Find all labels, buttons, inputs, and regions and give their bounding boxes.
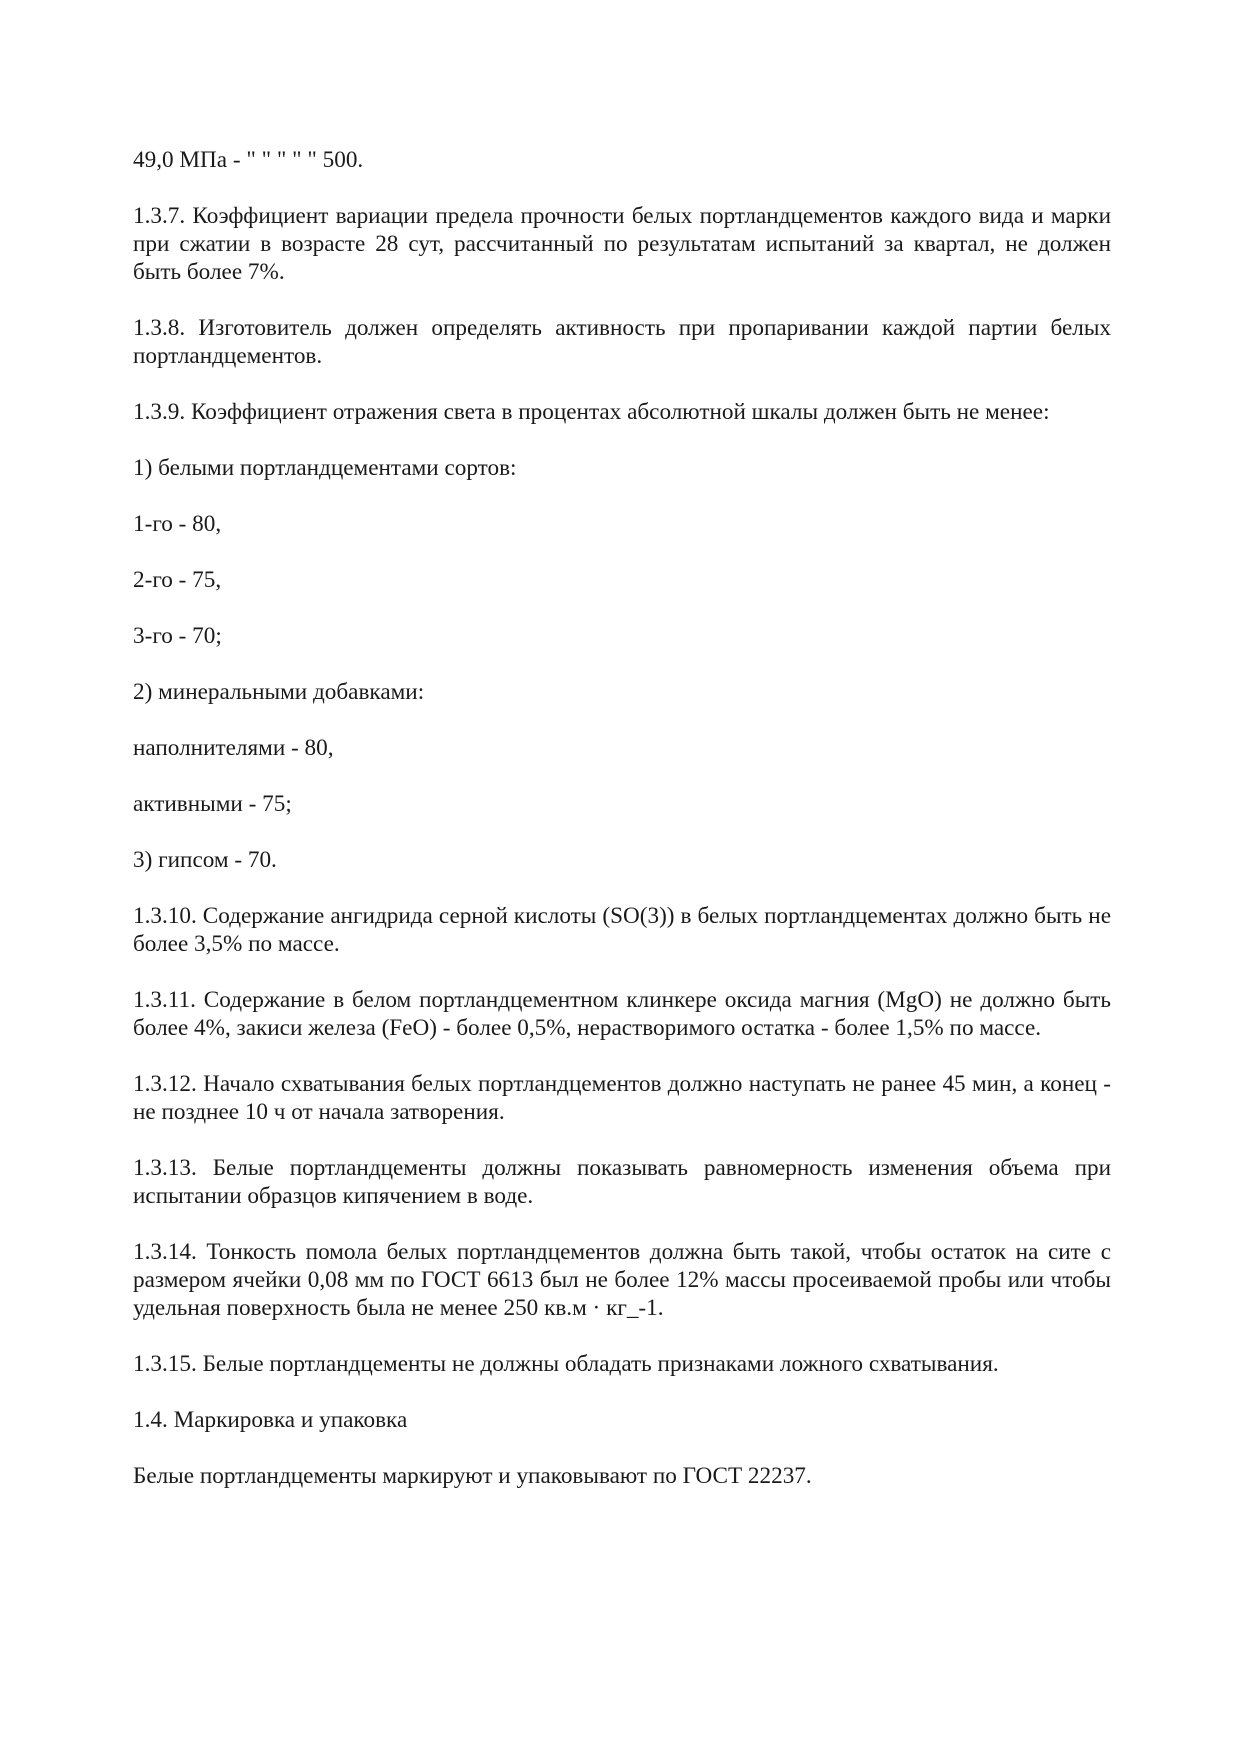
paragraph-1-3-15: 1.3.15. Белые портландцементы не должны обладать признаками ложного схватывания. [133,1351,999,1377]
paragraph-1-3-9: 1.3.9. Коэффициент отражения света в процентах абсолютной шкалы должен быть не менее: [133,399,1050,425]
paragraph-strength-49: 49,0 МПа - " " " " " 500. [133,147,364,173]
paragraph-1-3-12: 1.3.12. Начало схватывания белых портландцементов должно наступать не ранее 45 мин, а конец - не позднее 10 ч от начала затворения. [133,1071,1111,1125]
list-item-fillers: наполнителями - 80, [133,735,334,761]
list-item-mineral-additives: 2) минеральными добавками: [133,679,425,705]
paragraph-1-3-10: 1.3.10. Содержание ангидрида серной кислоты (SO(3)) в белых портландцементах должно быть не более 3,5% по массе. [133,903,1111,957]
section-heading-1-4: 1.4. Маркировка и упаковка [133,1407,408,1433]
paragraph-1-3-14: 1.3.14. Тонкость помола белых портландцементов должна быть такой, чтобы остаток на сите с размером ячейки 0,08 мм по ГОСТ 6613 был не более 12% массы просеиваемой пробы или чтобы удельная поверхность была не менее 250 кв.м · кг_-1. [133,1239,1111,1321]
paragraph-marking: Белые портландцементы маркируют и упаковывают по ГОСТ 22237. [133,1463,812,1489]
paragraph-1-3-8: 1.3.8. Изготовитель должен определять активность при пропаривании каждой партии белых портландцементов. [133,315,1111,369]
list-item-grade-1: 1-го - 80, [133,511,222,537]
paragraph-1-3-13: 1.3.13. Белые портландцементы должны показывать равномерность изменения объема при испытании образцов кипячением в воде. [133,1155,1111,1209]
list-item-grade-3: 3-го - 70; [133,623,222,649]
paragraph-1-3-7: 1.3.7. Коэффициент вариации предела прочности белых портландцементов каждого вида и марки при сжатии в возрасте 28 сут, рассчитанный по результатам испытаний за квартал, не должен быть более 7%. [133,203,1111,285]
list-item-gypsum: 3) гипсом - 70. [133,847,277,873]
list-item-active: активными - 75; [133,791,292,817]
list-item-grade-2: 2-го - 75, [133,567,222,593]
paragraph-1-3-11: 1.3.11. Содержание в белом портландцементном клинкере оксида магния (MgO) не должно быть более 4%, закиси железа (FeO) - более 0,5%, нерастворимого остатка - более 1,5% по массе. [133,987,1111,1041]
list-item-white-cements: 1) белыми портландцементами сортов: [133,455,517,481]
document-page [133,146,1111,1518]
